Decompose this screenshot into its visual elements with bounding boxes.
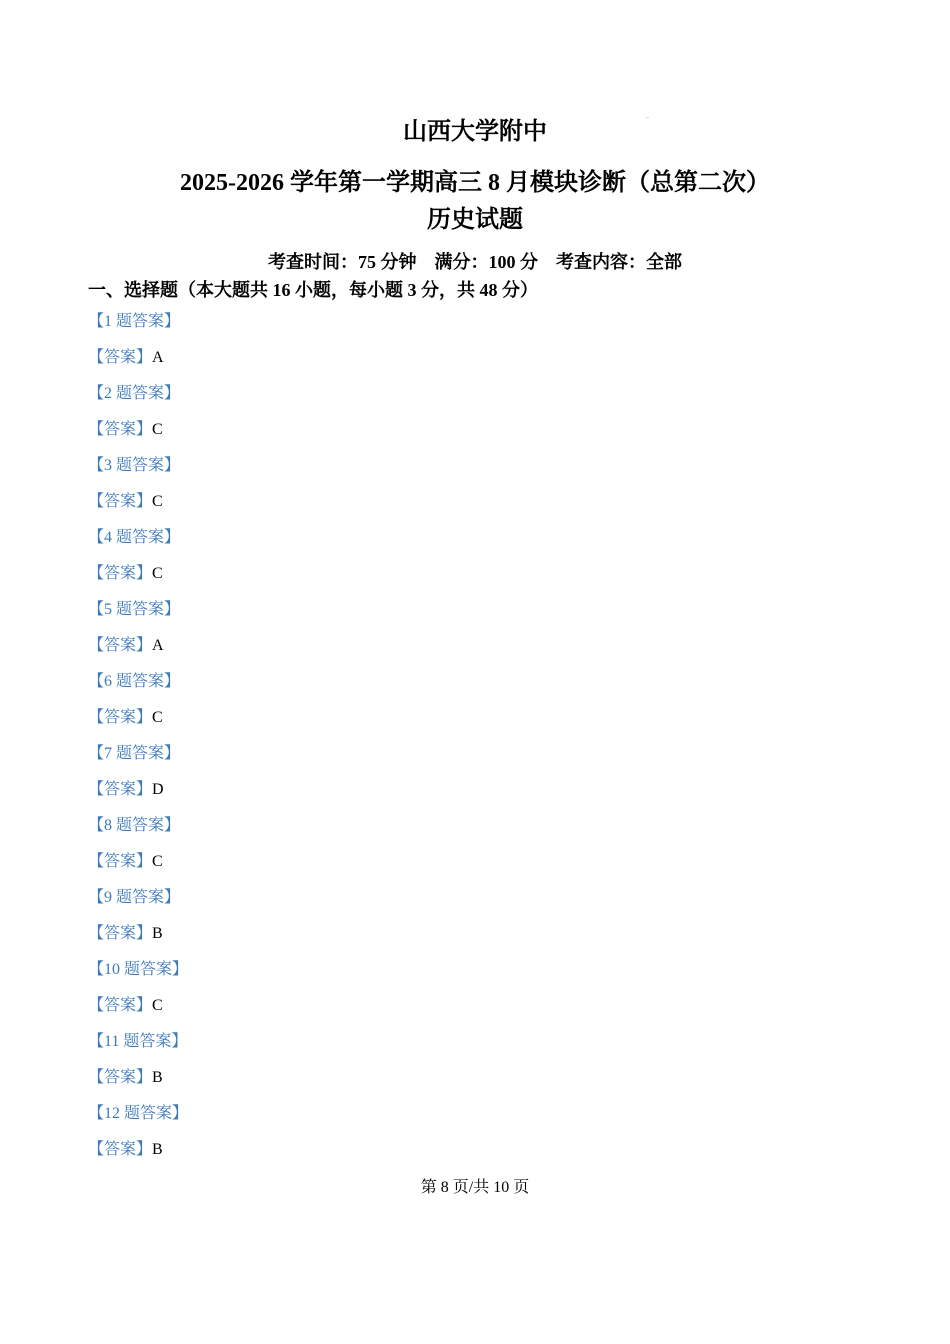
answer-row (88, 992, 788, 1028)
section-heading: 一、选择题（本大题共 16 小题，每小题 3 分，共 48 分） (88, 280, 538, 300)
answer-value: A (152, 637, 164, 654)
answer-value: C (152, 421, 163, 438)
question-heading (88, 956, 788, 992)
answer-value: A (152, 349, 164, 366)
question-heading (88, 740, 788, 776)
question-heading (88, 524, 788, 560)
exam-score: 满分：100 分 (434, 252, 538, 272)
answer-value: C (152, 565, 163, 582)
answer-value: B (152, 925, 163, 942)
answer-value: B (152, 1069, 163, 1086)
answer-row (88, 344, 788, 380)
subject-title: 历史试题 (427, 207, 523, 233)
answer-label: 【答案】 (88, 709, 153, 726)
answer-row (88, 632, 788, 668)
question-heading (88, 380, 788, 416)
answer-label: 【答案】 (88, 853, 153, 870)
question-heading (88, 884, 788, 920)
question-heading (88, 596, 788, 632)
answer-value: C (152, 493, 163, 510)
question-label: 【4 题答案】 (88, 529, 181, 546)
answer-row (88, 704, 788, 740)
question-label: 【8 题答案】 (88, 817, 181, 834)
answer-label: 【答案】 (88, 1141, 153, 1158)
answer-value: C (152, 709, 163, 726)
answer-row (88, 920, 788, 956)
exam-time: 考查时间：75 分钟 (268, 252, 417, 272)
answer-value: C (152, 997, 163, 1014)
answer-row (88, 848, 788, 884)
answer-row (88, 560, 788, 596)
exam-title: 2025-2026 学年第一学期高三 8 月模块诊断（总第二次） (180, 170, 770, 196)
answer-row (88, 1136, 788, 1172)
answer-label: 【答案】 (88, 925, 153, 942)
question-label: 【5 题答案】 (88, 601, 181, 618)
exam-meta (0, 249, 950, 275)
question-label: 【3 题答案】 (88, 457, 181, 474)
answer-label: 【答案】 (88, 565, 153, 582)
question-label: 【11 题答案】 (88, 1033, 188, 1050)
question-label: 【7 题答案】 (88, 745, 181, 762)
answer-value: B (152, 1141, 163, 1158)
answer-label: 【答案】 (88, 349, 153, 366)
answer-row (88, 416, 788, 452)
question-label: 【12 题答案】 (88, 1105, 189, 1122)
question-heading (88, 1100, 788, 1136)
answer-row (88, 776, 788, 812)
question-label: 【1 题答案】 (88, 313, 181, 330)
answer-row (88, 1064, 788, 1100)
question-label: 【9 题答案】 (88, 889, 181, 906)
page-footer: 第 8 页/共 10 页 (420, 1179, 530, 1196)
answer-value: C (152, 853, 163, 870)
answer-label: 【答案】 (88, 1069, 153, 1086)
question-heading (88, 668, 788, 704)
answer-row (88, 488, 788, 524)
school-title: 山西大学附中 (403, 119, 547, 145)
question-heading (88, 308, 788, 344)
question-heading (88, 452, 788, 488)
question-label: 【6 题答案】 (88, 673, 181, 690)
answer-list (88, 308, 788, 1172)
question-heading (88, 1028, 788, 1064)
question-label: 【10 题答案】 (88, 961, 189, 978)
question-heading (88, 812, 788, 848)
answer-label: 【答案】 (88, 997, 153, 1014)
answer-label: 【答案】 (88, 637, 153, 654)
exam-content: 考查内容：全部 (556, 252, 682, 272)
answer-label: 【答案】 (88, 421, 153, 438)
answer-label: 【答案】 (88, 493, 153, 510)
question-label: 【2 题答案】 (88, 385, 181, 402)
answer-value: D (152, 781, 164, 798)
answer-label: 【答案】 (88, 781, 153, 798)
